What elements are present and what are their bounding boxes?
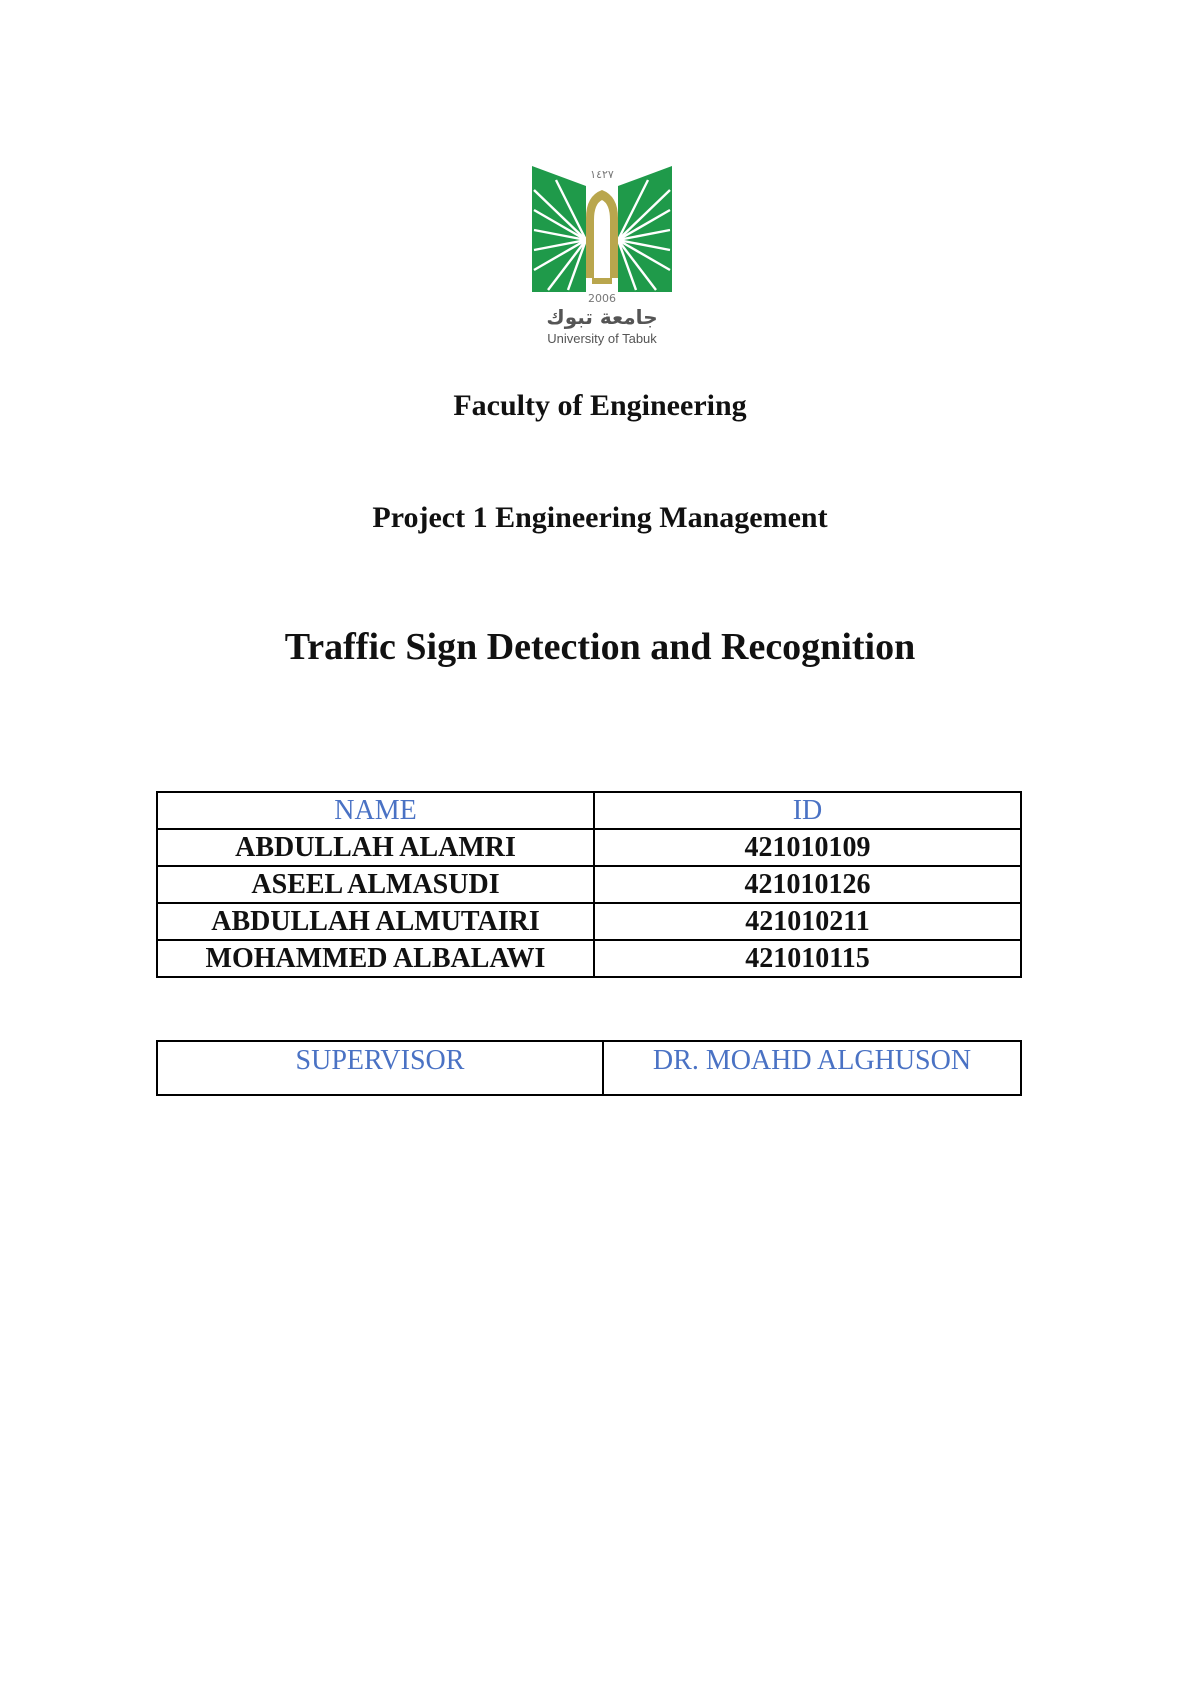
members-table (156, 791, 1022, 978)
member-name: ABDULLAH ALAMRI (157, 829, 594, 866)
table-row (157, 866, 1021, 903)
supervisor-label: SUPERVISOR (157, 1041, 603, 1095)
university-emblem-icon (528, 160, 676, 305)
project-heading: Project 1 Engineering Management (372, 501, 828, 534)
logo-name-english: University of Tabuk (547, 331, 657, 346)
member-id: 421010126 (594, 866, 1021, 903)
member-id: 421010211 (594, 903, 1021, 940)
header-id: ID (594, 792, 1021, 829)
supervisor-table (156, 1040, 1022, 1096)
member-id: 421010115 (594, 940, 1021, 977)
member-id: 421010109 (594, 829, 1021, 866)
university-logo (528, 160, 676, 352)
logo-year-top: ١٤٢٧ (590, 168, 614, 181)
logo-arch (586, 190, 618, 278)
document-title: Traffic Sign Detection and Recognition (284, 626, 916, 668)
logo-name-arabic: جامعة تبوك (546, 305, 658, 329)
supervisor-name: DR. MOAHD ALGHUSON (603, 1041, 1021, 1095)
member-name: MOHAMMED ALBALAWI (157, 940, 594, 977)
faculty-heading: Faculty of Engineering (453, 389, 747, 422)
members-table-header-row (157, 792, 1021, 829)
table-row (157, 903, 1021, 940)
member-name: ASEEL ALMASUDI (157, 866, 594, 903)
table-row (157, 829, 1021, 866)
logo-year-bottom: 2006 (588, 292, 616, 305)
logo-arch-base (592, 278, 612, 284)
member-name: ABDULLAH ALMUTAIRI (157, 903, 594, 940)
header-name: NAME (157, 792, 594, 829)
table-row (157, 940, 1021, 977)
supervisor-row (157, 1041, 1021, 1095)
